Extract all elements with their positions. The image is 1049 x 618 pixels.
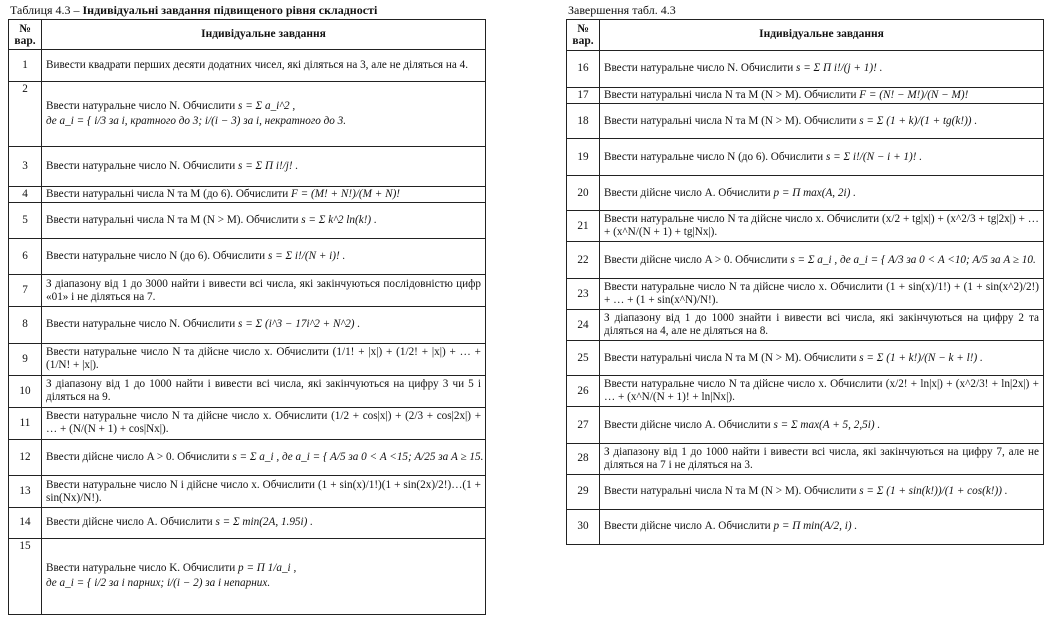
header-task: Індивідуальне завдання (42, 20, 486, 50)
task-text: Ввести натуральне число N. Обчислити (46, 318, 236, 331)
variant-number: 23 (567, 279, 600, 310)
table-row (9, 343, 486, 375)
table-row (567, 474, 1044, 509)
right-table-caption: Завершення табл. 4.3 (568, 3, 676, 17)
task-formula: s = Σ a_i^2 , (238, 99, 296, 112)
tasks-table-left (8, 19, 486, 615)
task-text: Ввести натуральні числа N та M (N > M). Обчислити (604, 89, 857, 102)
task-text: Ввести натуральне число N і дійсне число x. Обчислити (1 + sin(x)/1!)(1 + sin(2x)/2!)…(1 + sin(Nx)/N!). (46, 478, 481, 504)
variant-number: 16 (567, 50, 600, 87)
variant-number: 13 (9, 476, 42, 508)
table-row (9, 275, 486, 307)
task-cell (600, 406, 1044, 443)
task-formula: F = (M! + N!)/(M + N)! (291, 187, 401, 200)
task-cell (42, 538, 486, 615)
left-table-caption (10, 3, 377, 18)
variant-number: 8 (9, 307, 42, 343)
variant-number: 28 (567, 444, 600, 475)
table-row (567, 87, 1044, 103)
task-cell (42, 407, 486, 439)
task-cell (600, 509, 1044, 544)
task-text: З діапазону від 1 до 3000 найти і вивести всі числа, які закінчуються послідовністю цифр «01» і не діляться на 7. (46, 277, 481, 303)
variant-number: 4 (9, 186, 42, 202)
task-text: Ввести натуральні числа N та M (до 6). Обчислити (46, 187, 289, 200)
header-num: № вар. (567, 20, 600, 51)
table-row (567, 50, 1044, 87)
task-cell (42, 275, 486, 307)
table-row (9, 538, 486, 615)
task-formula: p = Π 1/a_i , (238, 562, 297, 575)
task-formula: s = Σ (1 + sin(k!))/(1 + cos(k!)) . (859, 485, 1008, 498)
task-text: Ввести натуральні числа N та M (N > M). Обчислити (604, 351, 857, 364)
task-text: Ввести натуральне число N. Обчислити (604, 62, 794, 75)
task-text: Ввести дійсне число A > 0. Обчислити (46, 451, 230, 464)
table-row (567, 341, 1044, 376)
variant-number: 6 (9, 239, 42, 275)
task-cell (600, 104, 1044, 139)
task-cell (42, 82, 486, 146)
table-row (9, 239, 486, 275)
task-cell (600, 50, 1044, 87)
task-cell (600, 176, 1044, 211)
caption-title: Індивідуальні завдання підвищеного рівня складності (82, 3, 378, 17)
table-row (9, 146, 486, 186)
task-text: Ввести натуральне число N (до 6). Обчислити (604, 150, 824, 163)
table-row (9, 50, 486, 82)
task-text: Ввести натуральне число N. Обчислити (46, 159, 236, 172)
table-row (9, 476, 486, 508)
task-formula: p = Π max(A, 2i) . (773, 186, 856, 199)
task-cell (600, 279, 1044, 310)
task-cell (42, 440, 486, 476)
task-text: Ввести натуральне число N та дійсне число x. Обчислити (x/2! + ln|x|) + (x^2/3! + ln|2x|) + … + (x^N/(N + 1)! + ln|Nx|). (604, 378, 1039, 404)
task-text: Ввести натуральне число N та дійсне число x. Обчислити (1/2 + cos|x|) + (2/3 + cos|2x|) + … + (N/(N + 1) + cos|Nx|). (46, 410, 481, 436)
variant-number: 7 (9, 275, 42, 307)
table-row (567, 406, 1044, 443)
tasks-table-right (566, 19, 1044, 545)
task-text: З діапазону від 1 до 1000 найти і вивести всі числа, які закінчуються на цифру 7, але не діляться на 7 і не діляться на 3. (604, 445, 1039, 471)
task-formula: s = Σ Π i!/(j + 1)! . (796, 62, 883, 75)
task-cell (42, 508, 486, 538)
task-condition: де a_i = { i/3 за i, кратного до 3; i/(i − 3) за i, некратного до 3. (46, 114, 347, 127)
task-formula: p = Π min(A/2, i) . (773, 520, 858, 533)
table-row (9, 82, 486, 146)
table-row (9, 407, 486, 439)
variant-number: 3 (9, 146, 42, 186)
task-formula: s = Σ k^2 ln(k!) . (301, 213, 377, 226)
task-cell (42, 307, 486, 343)
task-text: Ввести дійсне число A. Обчислити (604, 186, 771, 199)
task-formula: s = Σ (1 + k)/(1 + tg(k!)) . (859, 114, 978, 127)
table-row (567, 509, 1044, 544)
task-cell (42, 186, 486, 202)
table-row (9, 508, 486, 538)
task-formula: s = Σ i!/(N + i)! . (267, 250, 346, 263)
task-formula: s = Σ Π i!/j! . (238, 159, 299, 172)
task-text: Ввести натуральне число N (до 6). Обчислити (46, 250, 266, 263)
variant-number: 30 (567, 509, 600, 544)
variant-number: 9 (9, 343, 42, 375)
variant-number: 22 (567, 242, 600, 279)
task-cell (600, 87, 1044, 103)
task-formula: s = Σ (i^3 − 17i^2 + N^2) . (238, 318, 361, 331)
variant-number: 5 (9, 202, 42, 238)
table-row (567, 104, 1044, 139)
task-text: Ввести натуральні числа N та M (N > M). Обчислити (604, 485, 857, 498)
task-text: Вивести квадрати перших десяти додатних чисел, які діляться на 3, але не діляться на 4. (46, 59, 468, 72)
task-cell (600, 310, 1044, 341)
task-cell (600, 139, 1044, 176)
task-cell (42, 476, 486, 508)
task-cell (600, 376, 1044, 407)
task-formula: F = (N! − M!)/(N − M)! (859, 89, 969, 102)
table-row (567, 310, 1044, 341)
table-row (567, 242, 1044, 279)
task-condition: де a_i = { i/2 за i парних; i/(i − 2) за i непарних. (46, 577, 271, 590)
task-text: Ввести натуральне число K. Обчислити (46, 562, 236, 575)
task-cell (42, 202, 486, 238)
task-text: Ввести дійсне число A > 0. Обчислити (604, 253, 788, 266)
task-cell (42, 50, 486, 82)
task-text: Ввести дійсне число А. Обчислити (604, 520, 771, 533)
task-formula: s = Σ i!/(N − i + 1)! . (825, 150, 923, 163)
task-text: Ввести натуральне число N та дійсне число x. Обчислити (x/2 + tg|x|) + (x^2/3 + tg|2x|) + … + (x^N/(N + 1) + tg|Nx|). (604, 213, 1039, 239)
table-row (567, 279, 1044, 310)
table-row (9, 375, 486, 407)
table-row (9, 202, 486, 238)
task-formula: s = Σ a_i , де a_i = { A/3 за 0 < A <10; A/5 за A ≥ 10. (790, 253, 1036, 266)
variant-number: 11 (9, 407, 42, 439)
table-header-row (567, 20, 1044, 51)
variant-number: 27 (567, 406, 600, 443)
task-text: Ввести натуральні числа N та M (N > M). Обчислити (46, 213, 299, 226)
task-cell (600, 242, 1044, 279)
caption-label: Таблиця 4.3 – (10, 3, 80, 17)
variant-number: 18 (567, 104, 600, 139)
variant-number: 12 (9, 440, 42, 476)
variant-number: 24 (567, 310, 600, 341)
table-row (567, 176, 1044, 211)
task-cell (600, 211, 1044, 242)
task-formula: s = Σ a_i , де a_i = { A/5 за 0 < A <15; A/25 за A ≥ 15. (232, 451, 484, 464)
task-text: Ввести натуральні числа N та M (N > M). Обчислити (604, 114, 857, 127)
table-row (567, 211, 1044, 242)
task-formula: s = Σ (1 + k!)/(N − k + l!) . (859, 351, 983, 364)
task-text: Ввести дійсне число A. Обчислити (46, 516, 213, 529)
variant-number: 15 (9, 538, 42, 615)
task-text: Ввести натуральне число N та дійсне число x. Обчислити (1 + sin(x)/1!) + (1 + sin(x^2)/2!) + … + (1 + sin(x^N)/N!). (604, 281, 1039, 307)
header-num: № вар. (9, 20, 42, 50)
variant-number: 17 (567, 87, 600, 103)
task-text: Ввести натуральне число N та дійсне число x. Обчислити (1/1! + |x|) + (1/2! + |x|) + … + (1/N! + |x|). (46, 346, 481, 372)
variant-number: 1 (9, 50, 42, 82)
task-cell (600, 444, 1044, 475)
task-cell (42, 146, 486, 186)
variant-number: 21 (567, 211, 600, 242)
variant-number: 19 (567, 139, 600, 176)
table-row (567, 139, 1044, 176)
variant-number: 20 (567, 176, 600, 211)
table-row (9, 440, 486, 476)
task-cell (42, 239, 486, 275)
variant-number: 10 (9, 375, 42, 407)
variant-number: 25 (567, 341, 600, 376)
task-text: Ввести дійсне число А. Обчислити (604, 418, 771, 431)
task-cell (42, 375, 486, 407)
table-row (567, 376, 1044, 407)
task-formula: s = Σ max(A + 5, 2,5i) . (773, 418, 881, 431)
variant-number: 2 (9, 82, 42, 146)
task-cell (600, 341, 1044, 376)
task-text: З діапазону від 1 до 1000 знайти і вивести всі числа, які закінчуються на цифру 2 та діляться на 4, але не діляться на 8. (604, 312, 1039, 338)
variant-number: 26 (567, 376, 600, 407)
task-cell (600, 474, 1044, 509)
table-row (9, 307, 486, 343)
table-row (567, 444, 1044, 475)
header-task: Індивідуальне завдання (600, 20, 1044, 51)
table-row (9, 186, 486, 202)
variant-number: 29 (567, 474, 600, 509)
task-cell (42, 343, 486, 375)
table-header-row (9, 20, 486, 50)
task-text: З діапазону від 1 до 1000 найти і вивести всі числа, які закінчуються на цифру 3 чи 5 і діляться на 9. (46, 378, 481, 404)
task-formula: s = Σ min(2A, 1.95i) . (215, 516, 313, 529)
task-text: Ввести натуральне число N. Обчислити (46, 99, 236, 112)
variant-number: 14 (9, 508, 42, 538)
